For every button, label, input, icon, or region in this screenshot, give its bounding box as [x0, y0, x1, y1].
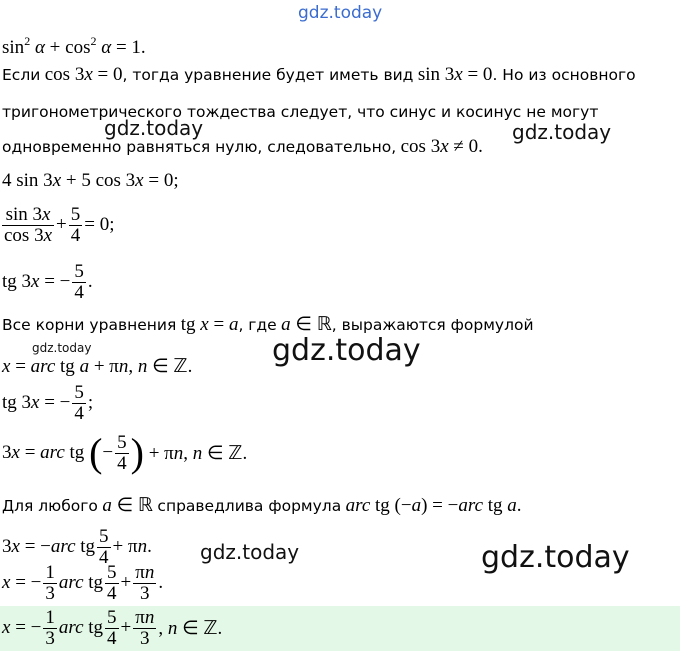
punct: .	[87, 271, 93, 293]
fraction: $\frac{1}{3}$	[45, 607, 55, 649]
text: одновременно равняться нулю, следовательно,	[2, 138, 397, 156]
trig-line: тригонометрического тождества следует, что синус и косинус не могут	[2, 103, 599, 121]
equals-zero: = 0;	[84, 214, 115, 236]
plus: +	[56, 214, 67, 236]
any-line	[2, 494, 522, 517]
formula: a ∈ ℝ	[281, 314, 332, 335]
if-cos-line	[2, 64, 636, 86]
watermark: gdz.today	[32, 341, 92, 355]
watermark: gdz.today	[481, 540, 630, 575]
plus: +	[120, 617, 132, 639]
fraction: $\frac{\sin 3x}{\cos 3x}$	[4, 204, 53, 246]
fraction: $\frac{5}{4}$	[107, 562, 117, 604]
roots-line	[2, 313, 534, 336]
eq1-line: 4 sin 3x + 5 cos 3x = 0;	[2, 170, 179, 191]
watermark: gdz.today	[104, 116, 204, 140]
watermark: gdz.today	[200, 540, 300, 564]
watermark-top: gdz.today	[298, 3, 383, 23]
x3-line: 3x = arc tg ( − $\frac{5}{4}$ ) + πn, n ∈ ℤ.	[2, 430, 248, 476]
text: Все корни уравнения	[2, 315, 177, 334]
identity-line	[2, 34, 146, 59]
plus: +	[120, 572, 132, 594]
fraction: $\frac{\pi n}{3}$	[135, 607, 155, 649]
text: справедлива формула	[157, 496, 342, 515]
l3x-line: 3x = −arc tg $\frac{5}{4}$ + πn.	[2, 526, 152, 568]
formula: a ∈ ℝ	[102, 495, 153, 516]
text: , где	[238, 315, 277, 334]
fraction: $\frac{5}{4}$	[99, 526, 109, 568]
text: , выражаются формулой	[331, 315, 534, 334]
formula: tg x = a	[180, 313, 239, 335]
fraction: $\frac{\pi n}{3}$	[135, 562, 155, 604]
identity-formula: $\sin^2 \alpha + \cos^2 \alpha = 1$.	[2, 34, 146, 58]
fraction: $\frac{5}{4}$	[117, 432, 127, 474]
fraction: $\frac{1}{3}$	[45, 562, 55, 604]
punct: .	[158, 572, 164, 594]
lx-line: x = − $\frac{1}{3}$ arc tg $\frac{5}{4}$ + $\frac{\pi n}{3}$ .	[2, 562, 164, 604]
general-solution: x = arc tg a + πn, n ∈ ℤ.	[2, 356, 193, 377]
fraction: $\frac{5}{4}$	[107, 607, 117, 649]
formula: sin 3x = 0	[417, 64, 493, 85]
formula: cos 3x ≠ 0.	[400, 136, 483, 157]
punct: ;	[87, 392, 94, 414]
simul-line	[2, 136, 483, 158]
tg-line: tg 3x = − $\frac{5}{4}$ .	[2, 261, 93, 303]
formula: arc tg (−a) = −arc tg a.	[345, 494, 522, 516]
fraction: $\frac{5}{4}$	[70, 204, 81, 246]
text: Если	[2, 66, 41, 84]
fraction: $\frac{5}{4}$	[74, 261, 84, 303]
formula: cos 3x = 0	[44, 64, 123, 85]
fraction: $\frac{5}{4}$	[74, 382, 84, 424]
text: , тогда уравнение будет иметь вид	[122, 66, 414, 84]
final-answer: x = − $\frac{1}{3}$ arc tg $\frac{5}{4}$ + $\frac{\pi n}{3}$ , n ∈ ℤ.	[2, 607, 223, 649]
watermark: gdz.today	[512, 120, 612, 144]
text: . Но из основного	[492, 66, 636, 84]
watermark: gdz.today	[272, 333, 421, 368]
text: Для любого	[2, 496, 98, 515]
tg2-line: tg 3x = − $\frac{5}{4}$ ;	[2, 382, 94, 424]
frac-eq-line	[2, 205, 114, 246]
